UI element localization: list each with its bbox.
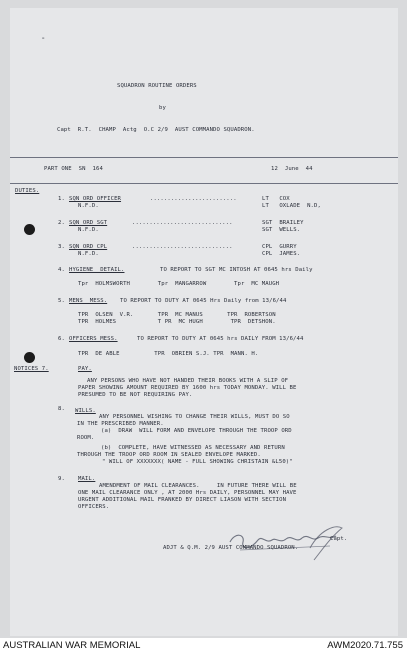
wills-line-4: ROOM. — [77, 435, 95, 441]
duty-2-line2: SGT WELLS. — [262, 227, 301, 233]
mess-row-1: TPR OLSEN V.R. TPR MC MANUS TPR ROBERTSON — [78, 312, 276, 318]
pay-line-1: ANY PERSONS WHO HAVE NOT HANDED THEIR BOOKS WITH A SLIP OF — [87, 378, 289, 384]
punch-hole-bottom — [24, 352, 35, 363]
mess-row-2: TPR HOLMES T PR MC HUGH TPR DETSHON. — [78, 319, 276, 325]
duty-1-leader: ......................... — [150, 196, 237, 202]
pay-line-3: PRESUMED TO BE NOT REQUIRING PAY. — [78, 392, 193, 398]
officers-mess-label: OFFICERS MESS. — [69, 336, 118, 342]
hygiene-label: HYGIENE DETAIL. — [69, 267, 125, 273]
hygiene-num: 4. — [58, 267, 65, 273]
doc-issuer: Capt R.T. CHAMP Actg O.C 2/9 AUST COMMANDO SQUADRON. — [57, 127, 255, 133]
part-rule — [10, 183, 398, 184]
duty-2-num: 2. — [58, 220, 65, 226]
order-date: 12 June 44 — [271, 166, 313, 172]
duty-3-line2: CPL JAMES. — [262, 251, 301, 257]
pay-line-2: PAPER SHOWING AMOUNT REQUIRED BY 1600 hrs TODAY MONDAY. WILL BE — [78, 385, 297, 391]
wills-line-5: (b) COMPLETE, HAVE WITNESSED AS NECESSARY AND RETURN — [101, 445, 285, 451]
signature-rank: Capt. — [330, 536, 348, 542]
officers-mess-row: TPR DE ABLE TPR OBRIEN S.J. TPR MANN. H. — [78, 351, 259, 357]
duty-1-label: SQN ORD OFFICER — [69, 196, 122, 202]
hygiene-names: Tpr HOLMSWORTH Tpr MANGARROW Tpr MC MAUGH — [78, 281, 280, 287]
handwritten-signature — [210, 520, 350, 565]
wills-line-3: (a) DRAW WILL FORM AND ENVELOPE THROUGH THE TROOP ORD — [101, 428, 292, 434]
wills-num: 8. — [58, 406, 65, 412]
notices-label: NOTICES 7. — [14, 366, 49, 372]
duty-1-num: 1. — [58, 196, 65, 202]
footer-right: AWM2020.71.755 — [327, 640, 403, 651]
punch-hole-top — [24, 224, 35, 235]
mess-label: MENS MESS. — [69, 298, 108, 304]
duty-3-nfd: N.F.D. — [78, 251, 99, 257]
footer-left: AUSTRALIAN WAR MEMORIAL — [3, 640, 141, 651]
duty-2-nfd: N.F.D. — [78, 227, 99, 233]
duty-3-leader: ............................. — [132, 244, 233, 250]
duty-1-line1: LT COX — [262, 196, 290, 202]
mail-line-3: URGENT ADDITIONAL MAIL FRANKED BY DIRECT LIASON WITH SECTION — [78, 497, 287, 503]
duty-3-line1: CPL GURRY — [262, 244, 297, 250]
mess-text: TO REPORT TO DUTY AT 0645 Hrs Daily from 13/6/44 — [120, 298, 287, 304]
pay-label: PAY. — [78, 366, 92, 372]
doc-by: by — [159, 105, 166, 111]
hygiene-text: TO REPORT TO SGT MC INTOSH AT 0645 hrs Daily — [160, 267, 313, 273]
duty-3-num: 3. — [58, 244, 65, 250]
mail-num: 9. — [58, 476, 65, 482]
duty-2-line1: SGT BRAILEY — [262, 220, 304, 226]
mess-num: 5. — [58, 298, 65, 304]
wills-line-1: ANY PERSONNEL WISHING TO CHANGE THEIR WILLS, MUST DO SO — [99, 414, 290, 420]
officers-mess-text: TO REPORT TO DUTY AT 0645 hrs DAILY FROM 13/6/44 — [137, 336, 304, 342]
duty-1-nfd: N.F.D. — [78, 203, 99, 209]
footer-bar — [0, 638, 407, 653]
duty-2-label: SQN ORD SGT — [69, 220, 108, 226]
wills-label: WILLS. — [75, 408, 96, 414]
mail-line-2: ONE MAIL CLEARANCE ONLY , AT 2000 Hrs DAILY, PERSONNEL MAY HAVE — [78, 490, 297, 496]
mail-line-1: AMENDMENT OF MAIL CLEARANCES. IN FUTURE THERE WILL BE — [99, 483, 297, 489]
corner-mark: = — [42, 35, 45, 40]
wills-line-2: IN THE PRESCRIBED MANNER. — [77, 421, 164, 427]
part-number: PART ONE SN 164 — [44, 166, 103, 172]
duty-3-label: SQN ORD CPL — [69, 244, 108, 250]
doc-title: SQUADRON ROUTINE ORDERS — [117, 83, 197, 89]
mail-label: MAIL. — [78, 476, 96, 482]
signoff: ADJT & Q.M. 2/9 AUST COMMANDO SQUADRON. — [163, 545, 299, 551]
wills-line-7: " WILL OF XXXXXXX( NAME - FULL SHOWING CHRISTAIN &L50)" — [102, 459, 293, 465]
mail-line-4: OFFICERS. — [78, 504, 110, 510]
officers-mess-num: 6. — [58, 336, 65, 342]
duty-1-line2: LT OXLADE N.D, — [262, 203, 321, 209]
duty-2-leader: ............................. — [132, 220, 233, 226]
header-rule — [10, 157, 398, 158]
duties-heading: DUTIES. — [15, 188, 40, 194]
wills-line-6: THROUGH THE TROOP ORD ROOM IN SEALED ENVELOPE MARKED. — [77, 452, 261, 458]
